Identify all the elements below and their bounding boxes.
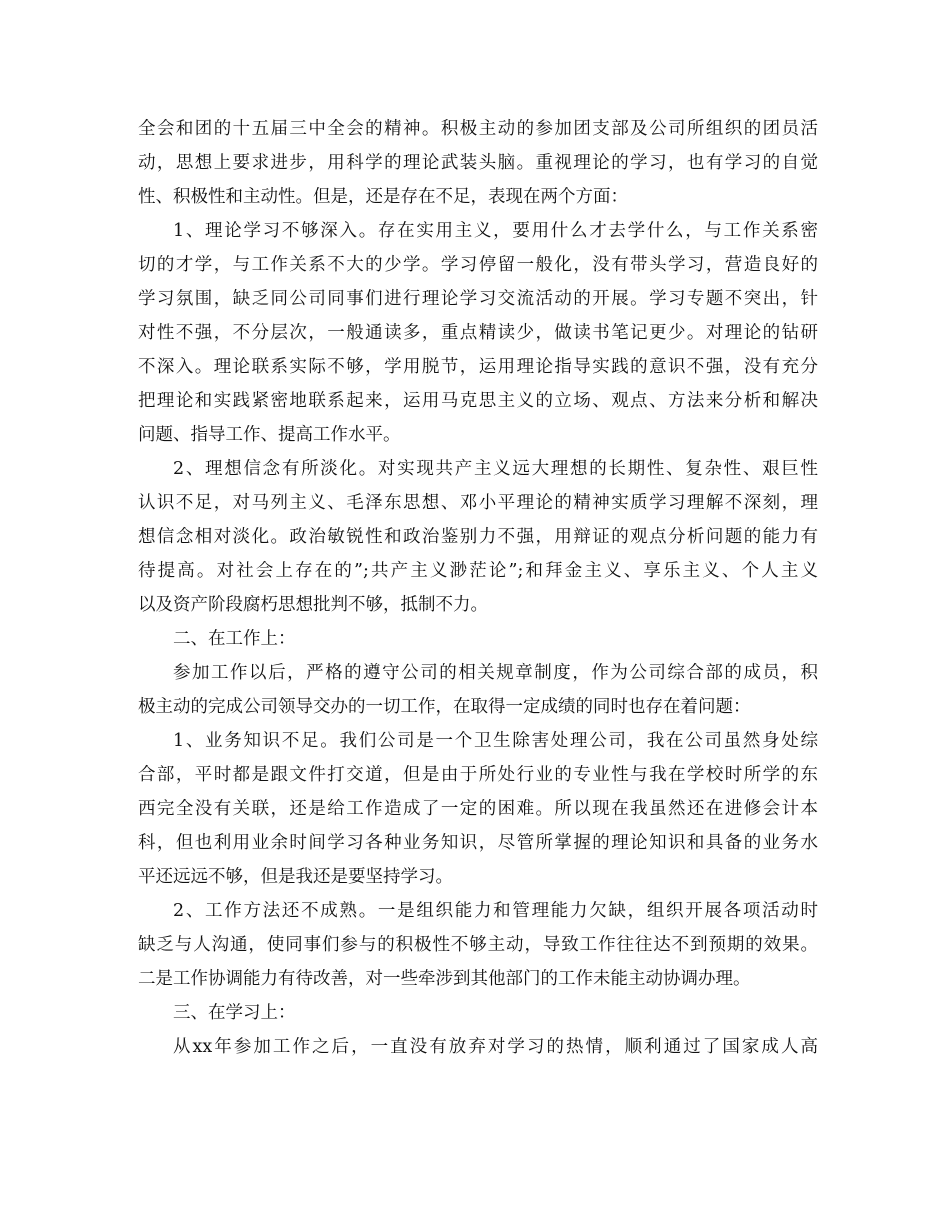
text-line: 合部，平时都是跟文件打交道，但是由于所处行业的专业性与我在学校时所学的东 [138, 765, 818, 785]
text-line: 对性不强，不分层次，一般通读多，重点精读少，做读书笔记更少。对理论的钻研 [138, 323, 818, 343]
text-line: 极主动的完成公司领导交办的一切工作，在取得一定成绩的同时也存在着问题： [138, 697, 751, 717]
document-page [138, 112, 818, 1064]
text-line: 性、积极性和主动性。但是，还是存在不足，表现在两个方面： [138, 187, 628, 207]
text-line: 1、业务知识不足。我们公司是一个卫生除害处理公司，我在公司虽然身处综 [173, 731, 818, 751]
text-line: 全会和团的十五届三中全会的精神。积极主动的参加团支部及公司所组织的团员活 [138, 119, 818, 139]
text-line: 问题、指导工作、提高工作水平。 [138, 425, 401, 445]
text-line: 以及资产阶段腐朽思想批判不够，抵制不力。 [138, 595, 488, 615]
text-line: 科，但也利用业余时间学习各种业务知识，尽管所掌握的理论知识和具备的业务水 [138, 833, 818, 853]
text-line: 参加工作以后，严格的遵守公司的相关规章制度，作为公司综合部的成员，积 [173, 663, 818, 683]
text-line: 二、在工作上： [173, 629, 296, 649]
text-line: 2、理想信念有所淡化。对实现共产主义远大理想的长期性、复杂性、艰巨性 [173, 459, 818, 479]
text-line: 不深入。理论联系实际不够，学用脱节，运用理论指导实践的意识不强，没有充分 [138, 357, 818, 377]
text-line: 想信念相对淡化。政治敏锐性和政治鉴别力不强，用辩证的观点分析问题的能力有 [138, 527, 818, 547]
text-line: 1、理论学习不够深入。存在实用主义，要用什么才去学什么，与工作关系密 [173, 221, 818, 241]
text-line: 认识不足，对马列主义、毛泽东思想、邓小平理论的精神实质学习理解不深刻，理 [138, 493, 818, 513]
text-line: 把理论和实践紧密地联系起来，运用马克思主义的立场、观点、方法来分析和解决 [138, 391, 818, 411]
text-line: 学习氛围，缺乏同公司同事们进行理论学习交流活动的开展。学习专题不突出，针 [138, 289, 818, 309]
text-line: 二是工作协调能力有待改善，对一些牵涉到其他部门的工作未能主动协调办理。 [138, 969, 751, 989]
text-line: 平还远远不够，但是我还是要坚持学习。 [138, 867, 453, 887]
text-line: 动，思想上要求进步，用科学的理论武装头脑。重视理论的学习，也有学习的自觉 [138, 153, 818, 173]
text-line: 三、在学习上： [173, 1003, 296, 1023]
text-line: 待提高。对社会上存在的”;共产主义渺茫论”;和拜金主义、享乐主义、个人主义 [138, 561, 818, 581]
text-line: 从xx年参加工作之后，一直没有放弃对学习的热情，顺利通过了国家成人高 [173, 1037, 818, 1057]
text-line: 西完全没有关联，还是给工作造成了一定的困难。所以现在我虽然还在进修会计本 [138, 799, 818, 819]
text-line: 2、工作方法还不成熟。一是组织能力和管理能力欠缺，组织开展各项活动时 [173, 901, 818, 921]
text-line: 切的才学，与工作关系不大的少学。学习停留一般化，没有带头学习，营造良好的 [138, 255, 818, 275]
text-line: 缺乏与人沟通，使同事们参与的积极性不够主动，导致工作往往达不到预期的效果。 [138, 935, 818, 955]
